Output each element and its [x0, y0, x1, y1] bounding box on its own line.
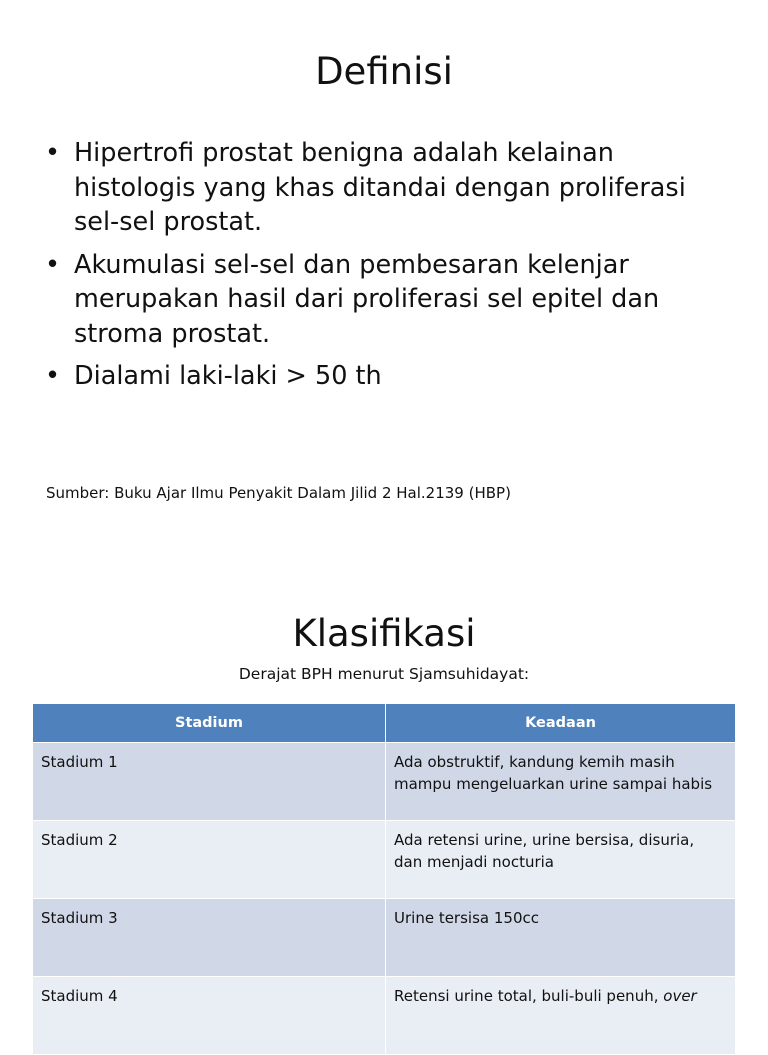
column-header-stadium: Stadium — [33, 704, 386, 743]
stadium-cell: Stadium 1 — [33, 743, 386, 821]
keadaan-cell: Urine tersisa 150cc — [386, 899, 736, 977]
bullet-dot-icon: • — [45, 361, 61, 391]
slide-title: Klasifikasi — [292, 612, 476, 655]
bullet-dot-icon: • — [45, 138, 61, 168]
table-row — [33, 821, 736, 899]
keadaan-cell — [386, 977, 736, 1055]
table-row — [33, 899, 736, 977]
keadaan-text: Retensi urine total, buli-buli penuh, — [394, 987, 659, 1005]
stadium-cell: Stadium 2 — [33, 821, 386, 899]
slide-subtitle: Derajat BPH menurut Sjamsuhidayat: — [238, 665, 530, 683]
keadaan-italic-text: over — [663, 987, 697, 1005]
column-header-keadaan: Keadaan — [386, 704, 736, 743]
bullet-list — [42, 136, 732, 402]
bullet-item — [42, 248, 732, 352]
slide-klasifikasi — [0, 560, 768, 1024]
stadium-cell: Stadium 3 — [33, 899, 386, 977]
table-header-row — [33, 704, 736, 743]
bullet-text: Akumulasi sel-sel dan pembesaran kelenjar merupakan hasil dari proliferasi sel epitel dan stroma prostat. — [74, 249, 660, 349]
source-citation: Sumber: Buku Ajar Ilmu Penyakit Dalam Jilid 2 Hal.2139 (HBP) — [46, 484, 511, 502]
bullet-dot-icon: • — [45, 249, 61, 280]
keadaan-cell: Ada retensi urine, urine bersisa, disuria, dan menjadi nocturia — [386, 821, 736, 899]
keadaan-cell: Ada obstruktif, kandung kemih masih mampu mengeluarkan urine sampai habis — [386, 743, 736, 821]
bullet-item — [42, 136, 732, 240]
bullet-text: Hipertrofi prostat benigna adalah kelainan histologis yang khas ditandai dengan proliferasi sel-sel prostat. — [74, 138, 686, 237]
bullet-item — [42, 359, 732, 394]
bullet-text: Dialami laki-laki > 50 th — [74, 361, 382, 391]
classification-table — [32, 703, 736, 1055]
stadium-cell: Stadium 4 — [33, 977, 386, 1055]
slide-title: Definisi — [315, 50, 453, 93]
table-row — [33, 743, 736, 821]
table-row — [33, 977, 736, 1055]
